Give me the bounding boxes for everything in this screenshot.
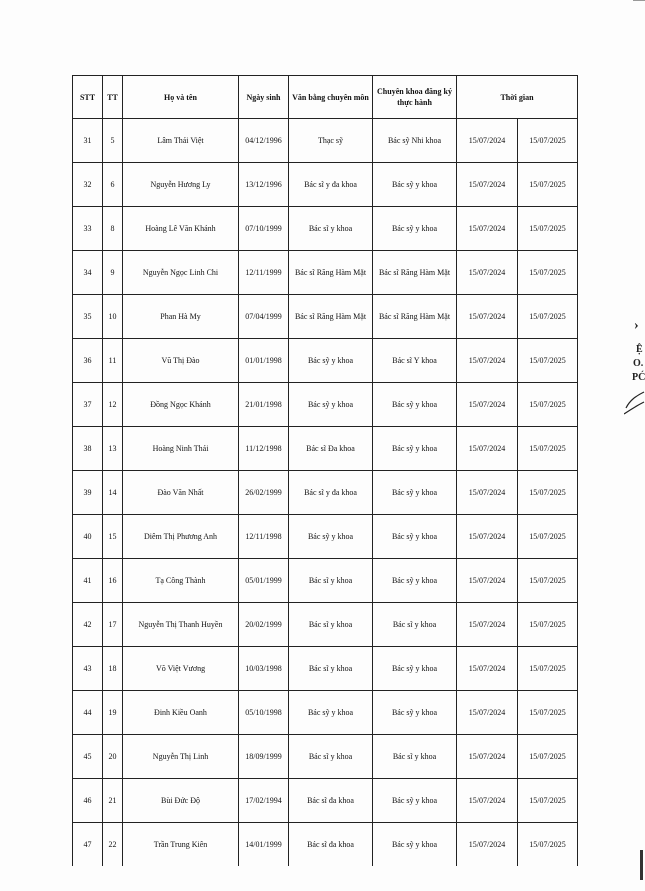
cell-specialty: Bác sỹ y khoa xyxy=(373,427,457,471)
cell-start-date: 15/07/2024 xyxy=(457,427,518,471)
cell-dob: 12/11/1999 xyxy=(239,251,289,295)
header-dob: Ngày sinh xyxy=(239,76,289,119)
cell-end-date: 15/07/2025 xyxy=(518,515,578,559)
cell-start-date: 15/07/2024 xyxy=(457,515,518,559)
cell-degree: Bác sĩ đa khoa xyxy=(289,823,373,867)
cell-degree: Bác sĩ y khoa xyxy=(289,559,373,603)
cell-dob: 07/10/1999 xyxy=(239,207,289,251)
cell-start-date: 15/07/2024 xyxy=(457,119,518,163)
cell-end-date: 15/07/2025 xyxy=(518,295,578,339)
header-specialty: Chuyên khoa đăng ký thực hành xyxy=(373,76,457,119)
cell-degree: Bác sỹ y khoa xyxy=(289,691,373,735)
cell-end-date: 15/07/2025 xyxy=(518,383,578,427)
table-row xyxy=(73,295,578,339)
cell-start-date: 15/07/2024 xyxy=(457,603,518,647)
cell-degree: Bác sĩ y khoa xyxy=(289,207,373,251)
table-row xyxy=(73,823,578,867)
cell-tt: 17 xyxy=(103,603,123,647)
cell-specialty: Bác sĩ Y khoa xyxy=(373,339,457,383)
cell-end-date: 15/07/2025 xyxy=(518,251,578,295)
table-body xyxy=(73,119,578,867)
page-edge-mark xyxy=(640,850,643,880)
cell-start-date: 15/07/2024 xyxy=(457,471,518,515)
cell-stt: 32 xyxy=(73,163,103,207)
cell-dob: 05/01/1999 xyxy=(239,559,289,603)
cell-end-date: 15/07/2025 xyxy=(518,163,578,207)
cell-stt: 31 xyxy=(73,119,103,163)
cell-stt: 37 xyxy=(73,383,103,427)
cell-name: Đinh Kiều Oanh xyxy=(123,691,239,735)
cell-tt: 12 xyxy=(103,383,123,427)
header-degree: Văn bằng chuyên môn xyxy=(289,76,373,119)
cell-dob: 07/04/1999 xyxy=(239,295,289,339)
cell-name: Trần Trung Kiên xyxy=(123,823,239,867)
cell-stt: 41 xyxy=(73,559,103,603)
cell-end-date: 15/07/2025 xyxy=(518,427,578,471)
cell-dob: 21/01/1998 xyxy=(239,383,289,427)
cell-dob: 05/10/1998 xyxy=(239,691,289,735)
cell-start-date: 15/07/2024 xyxy=(457,559,518,603)
table-row xyxy=(73,163,578,207)
cell-stt: 46 xyxy=(73,779,103,823)
signature-scribble-icon xyxy=(624,388,645,418)
cell-tt: 10 xyxy=(103,295,123,339)
cell-end-date: 15/07/2025 xyxy=(518,119,578,163)
stamp-fragment-3: PĆ xyxy=(632,372,645,383)
table-row xyxy=(73,427,578,471)
table-row xyxy=(73,647,578,691)
cell-specialty: Bác sĩ y khoa xyxy=(373,735,457,779)
cell-dob: 26/02/1999 xyxy=(239,471,289,515)
table-row xyxy=(73,779,578,823)
cell-dob: 01/01/1998 xyxy=(239,339,289,383)
cell-name: Hoàng Ninh Thái xyxy=(123,427,239,471)
cell-tt: 16 xyxy=(103,559,123,603)
cell-name: Võ Việt Vương xyxy=(123,647,239,691)
header-stt: STT xyxy=(73,76,103,119)
cell-start-date: 15/07/2024 xyxy=(457,207,518,251)
cell-degree: Bác sĩ y đa khoa xyxy=(289,163,373,207)
cell-tt: 15 xyxy=(103,515,123,559)
cell-degree: Thạc sỹ xyxy=(289,119,373,163)
cell-stt: 43 xyxy=(73,647,103,691)
cell-start-date: 15/07/2024 xyxy=(457,691,518,735)
cell-specialty: Bác sỹ y khoa xyxy=(373,823,457,867)
margin-stamp-fragment: › Ệ O. PĆ xyxy=(624,300,645,420)
cell-degree: Bác sỹ y khoa xyxy=(289,339,373,383)
cell-name: Đồng Ngọc Khánh xyxy=(123,383,239,427)
table-row xyxy=(73,691,578,735)
cell-stt: 40 xyxy=(73,515,103,559)
cell-stt: 36 xyxy=(73,339,103,383)
cell-tt: 22 xyxy=(103,823,123,867)
cell-specialty: Bác sỹ y khoa xyxy=(373,163,457,207)
cell-end-date: 15/07/2025 xyxy=(518,339,578,383)
table-row xyxy=(73,207,578,251)
cell-tt: 8 xyxy=(103,207,123,251)
cell-degree: Bác sĩ Đa khoa xyxy=(289,427,373,471)
cell-name: Nguyễn Thị Linh xyxy=(123,735,239,779)
cell-specialty: Bác sỹ y khoa xyxy=(373,647,457,691)
cell-degree: Bác sĩ y đa khoa xyxy=(289,471,373,515)
table-row xyxy=(73,119,578,163)
cell-end-date: 15/07/2025 xyxy=(518,735,578,779)
cell-specialty: Bác sỹ y khoa xyxy=(373,471,457,515)
cell-dob: 18/09/1999 xyxy=(239,735,289,779)
cell-start-date: 15/07/2024 xyxy=(457,339,518,383)
cell-stt: 33 xyxy=(73,207,103,251)
cell-degree: Bác sĩ đa khoa xyxy=(289,779,373,823)
cell-degree: Bác sỹ y khoa xyxy=(289,515,373,559)
table-row xyxy=(73,471,578,515)
cell-specialty: Bác sỹ y khoa xyxy=(373,383,457,427)
cell-name: Nguyễn Thị Thanh Huyền xyxy=(123,603,239,647)
cell-end-date: 15/07/2025 xyxy=(518,691,578,735)
cell-degree: Bác sĩ Răng Hàm Mặt xyxy=(289,251,373,295)
cell-end-date: 15/07/2025 xyxy=(518,647,578,691)
stamp-fragment-1: Ệ xyxy=(636,344,643,355)
cell-end-date: 15/07/2025 xyxy=(518,823,578,867)
cell-specialty: Bác sĩ Răng Hàm Mặt xyxy=(373,295,457,339)
cell-tt: 20 xyxy=(103,735,123,779)
cell-name: Vũ Thị Đào xyxy=(123,339,239,383)
cell-end-date: 15/07/2025 xyxy=(518,779,578,823)
cell-degree: Bác sĩ Răng Hàm Mặt xyxy=(289,295,373,339)
table-row xyxy=(73,339,578,383)
cell-end-date: 15/07/2025 xyxy=(518,207,578,251)
cell-specialty: Bác sỹ y khoa xyxy=(373,559,457,603)
table-row xyxy=(73,735,578,779)
cell-tt: 14 xyxy=(103,471,123,515)
cell-degree: Bác sĩ y khoa xyxy=(289,735,373,779)
cell-name: Nguyễn Ngọc Linh Chi xyxy=(123,251,239,295)
cell-tt: 19 xyxy=(103,691,123,735)
cell-stt: 38 xyxy=(73,427,103,471)
cell-dob: 13/12/1996 xyxy=(239,163,289,207)
cell-dob: 10/03/1998 xyxy=(239,647,289,691)
cell-tt: 21 xyxy=(103,779,123,823)
table-row xyxy=(73,251,578,295)
cell-end-date: 15/07/2025 xyxy=(518,559,578,603)
cell-name: Nguyễn Hương Ly xyxy=(123,163,239,207)
cell-name: Hoàng Lê Văn Khánh xyxy=(123,207,239,251)
cell-name: Diêm Thị Phương Anh xyxy=(123,515,239,559)
cell-start-date: 15/07/2024 xyxy=(457,163,518,207)
cell-end-date: 15/07/2025 xyxy=(518,471,578,515)
cell-name: Đào Văn Nhất xyxy=(123,471,239,515)
cell-degree: Bác sỹ y khoa xyxy=(289,383,373,427)
cell-tt: 9 xyxy=(103,251,123,295)
table-row xyxy=(73,559,578,603)
cell-start-date: 15/07/2024 xyxy=(457,823,518,867)
cell-specialty: Bác sỹ y khoa xyxy=(373,207,457,251)
stamp-fragment-2: O. xyxy=(633,358,644,369)
cell-start-date: 15/07/2024 xyxy=(457,383,518,427)
cell-start-date: 15/07/2024 xyxy=(457,735,518,779)
cell-tt: 13 xyxy=(103,427,123,471)
cell-specialty: Bác sỹ y khoa xyxy=(373,691,457,735)
cell-name: Tạ Công Thành xyxy=(123,559,239,603)
table-row xyxy=(73,515,578,559)
cell-dob: 14/01/1999 xyxy=(239,823,289,867)
cell-start-date: 15/07/2024 xyxy=(457,251,518,295)
cell-stt: 42 xyxy=(73,603,103,647)
cell-end-date: 15/07/2025 xyxy=(518,603,578,647)
cell-start-date: 15/07/2024 xyxy=(457,779,518,823)
cell-specialty: Bác sĩ Răng Hàm Mặt xyxy=(373,251,457,295)
cell-specialty: Bác sỹ y khoa xyxy=(373,779,457,823)
cell-degree: Bác sĩ y khoa xyxy=(289,603,373,647)
cell-name: Lâm Thái Việt xyxy=(123,119,239,163)
cell-tt: 11 xyxy=(103,339,123,383)
cell-start-date: 15/07/2024 xyxy=(457,295,518,339)
cell-name: Bùi Đức Độ xyxy=(123,779,239,823)
cell-start-date: 15/07/2024 xyxy=(457,647,518,691)
table-header-row xyxy=(73,76,578,119)
table-row xyxy=(73,603,578,647)
header-period: Thời gian xyxy=(457,76,578,119)
cell-specialty: Bác sĩ y khoa xyxy=(373,603,457,647)
cell-stt: 47 xyxy=(73,823,103,867)
cell-tt: 18 xyxy=(103,647,123,691)
cell-degree: Bác sĩ y khoa xyxy=(289,647,373,691)
page-corner-mark xyxy=(633,0,645,15)
cell-specialty: Bác sỹ y khoa xyxy=(373,515,457,559)
cell-name: Phan Hà My xyxy=(123,295,239,339)
cell-stt: 39 xyxy=(73,471,103,515)
table-row xyxy=(73,383,578,427)
cell-dob: 12/11/1998 xyxy=(239,515,289,559)
cell-stt: 45 xyxy=(73,735,103,779)
cell-stt: 44 xyxy=(73,691,103,735)
cell-specialty: Bác sỹ Nhi khoa xyxy=(373,119,457,163)
cell-dob: 17/02/1994 xyxy=(239,779,289,823)
header-tt: TT xyxy=(103,76,123,119)
cell-stt: 35 xyxy=(73,295,103,339)
cell-dob: 20/02/1999 xyxy=(239,603,289,647)
cell-dob: 11/12/1998 xyxy=(239,427,289,471)
cell-tt: 5 xyxy=(103,119,123,163)
header-name: Họ và tên xyxy=(123,76,239,119)
practitioner-table xyxy=(72,75,578,866)
cell-tt: 6 xyxy=(103,163,123,207)
cell-stt: 34 xyxy=(73,251,103,295)
cell-dob: 04/12/1996 xyxy=(239,119,289,163)
